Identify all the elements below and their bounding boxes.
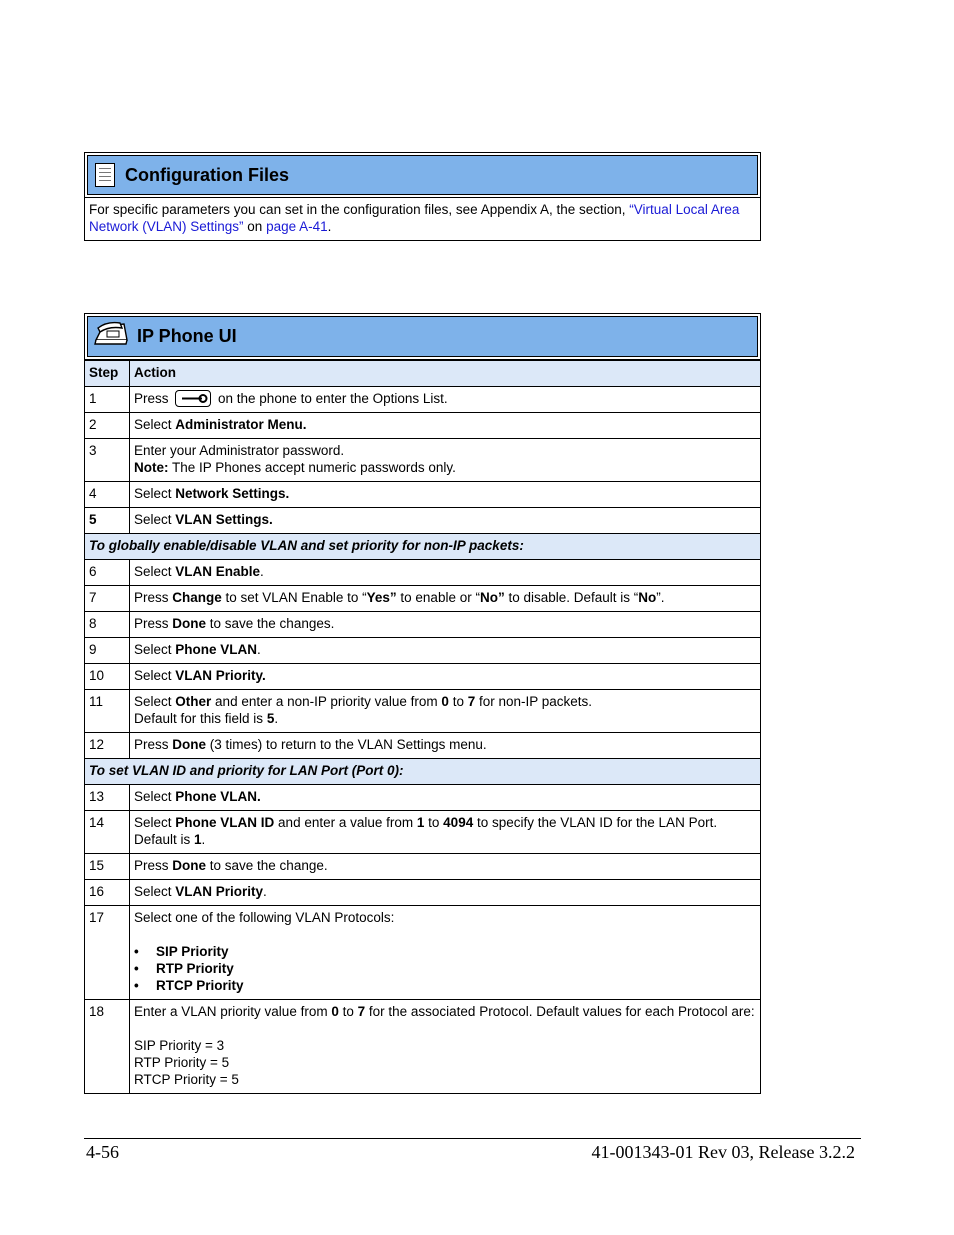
step-number: 6 [85,560,130,586]
step-action: Select Phone VLAN. [130,785,761,811]
step-number: 17 [85,906,130,1000]
table-row [85,1000,761,1094]
step-number: 11 [85,690,130,733]
step-number: 14 [85,811,130,854]
table-row [85,690,761,733]
table-row [85,560,761,586]
step-action: Select Phone VLAN. [130,638,761,664]
section-heading-row [85,534,761,560]
action-column-header: Action [130,361,761,387]
table-row [85,612,761,638]
table-row [85,439,761,482]
section-heading: To globally enable/disable VLAN and set priority for non-IP packets: [85,534,761,560]
table-row [85,733,761,759]
configuration-files-title: Configuration Files [125,164,289,185]
step-number: 1 [85,387,130,413]
table-row [85,785,761,811]
table-row [85,413,761,439]
ip-phone-ui-header [84,313,761,360]
step-action: Select VLAN Priority. [130,880,761,906]
ip-phone-ui-box [84,313,761,1094]
configuration-files-box [84,152,761,241]
step-number: 10 [85,664,130,690]
step-action: Press Done (3 times) to return to the VLAN Settings menu. [130,733,761,759]
step-action: Enter a VLAN priority value from 0 to 7 for the associated Protocol. Default values for each Protocol are: SIP Priority = 3 RTP Priority = 5 RTCP Priority = 5 [130,1000,761,1094]
configuration-files-header [84,152,761,198]
step-action: Select VLAN Enable. [130,560,761,586]
table-row [85,586,761,612]
table-row [85,387,761,413]
step-action: Select Administrator Menu. [130,413,761,439]
table-row [85,508,761,534]
step-action: Press on the phone to enter the Options List. [130,387,761,413]
document-id: 41-001343-01 Rev 03, Release 3.2.2 [591,1142,855,1162]
page-number: 4-56 [86,1142,119,1162]
section-heading: To set VLAN ID and priority for LAN Port (Port 0): [85,759,761,785]
table-row [85,638,761,664]
step-action: Select Other and enter a non-IP priority value from 0 to 7 for non-IP packets. Default for this field is 5. [130,690,761,733]
table-row [85,664,761,690]
table-row [85,906,761,1000]
step-number: 18 [85,1000,130,1094]
table-row [85,854,761,880]
step-column-header: Step [85,361,130,387]
step-action: Select Phone VLAN ID and enter a value from 1 to 4094 to specify the VLAN ID for the LAN Port. Default is 1. [130,811,761,854]
step-action: Select Network Settings. [130,482,761,508]
configuration-files-text: For specific parameters you can set in the configuration files, see Appendix A, the section, “Virtual Local Area Network (VLAN) Settings” on page A-41. [84,198,761,241]
table-row [85,482,761,508]
document-icon [95,163,115,187]
step-number: 15 [85,854,130,880]
table-row [85,880,761,906]
step-action: Select VLAN Priority. [130,664,761,690]
section-heading-row [85,759,761,785]
vlan-settings-link[interactable]: “Virtual Local Area Network (VLAN) Settings” [89,202,740,234]
step-number: 3 [85,439,130,482]
page-a41-link[interactable]: page A-41 [266,219,328,234]
step-number: 4 [85,482,130,508]
footer-divider [84,1138,861,1139]
step-action: Press Change to set VLAN Enable to “Yes” to enable or “No” to disable. Default is “No”. [130,586,761,612]
options-key-icon [175,390,211,407]
ip-phone-ui-title: IP Phone UI [137,326,237,346]
step-number: 5 [85,508,130,534]
step-number: 2 [85,413,130,439]
step-action: Enter your Administrator password. Note: The IP Phones accept numeric passwords only. [130,439,761,482]
phone-icon [93,320,129,353]
step-action: Select one of the following VLAN Protocols: • SIP Priority • RTP Priority • RTCP Priority [130,906,761,1000]
step-action: Press Done to save the changes. [130,612,761,638]
step-number: 9 [85,638,130,664]
step-number: 16 [85,880,130,906]
table-row [85,811,761,854]
steps-table [84,360,761,1094]
step-number: 13 [85,785,130,811]
step-action: Select VLAN Settings. [130,508,761,534]
step-number: 8 [85,612,130,638]
step-number: 7 [85,586,130,612]
step-action: Press Done to save the change. [130,854,761,880]
step-number: 12 [85,733,130,759]
